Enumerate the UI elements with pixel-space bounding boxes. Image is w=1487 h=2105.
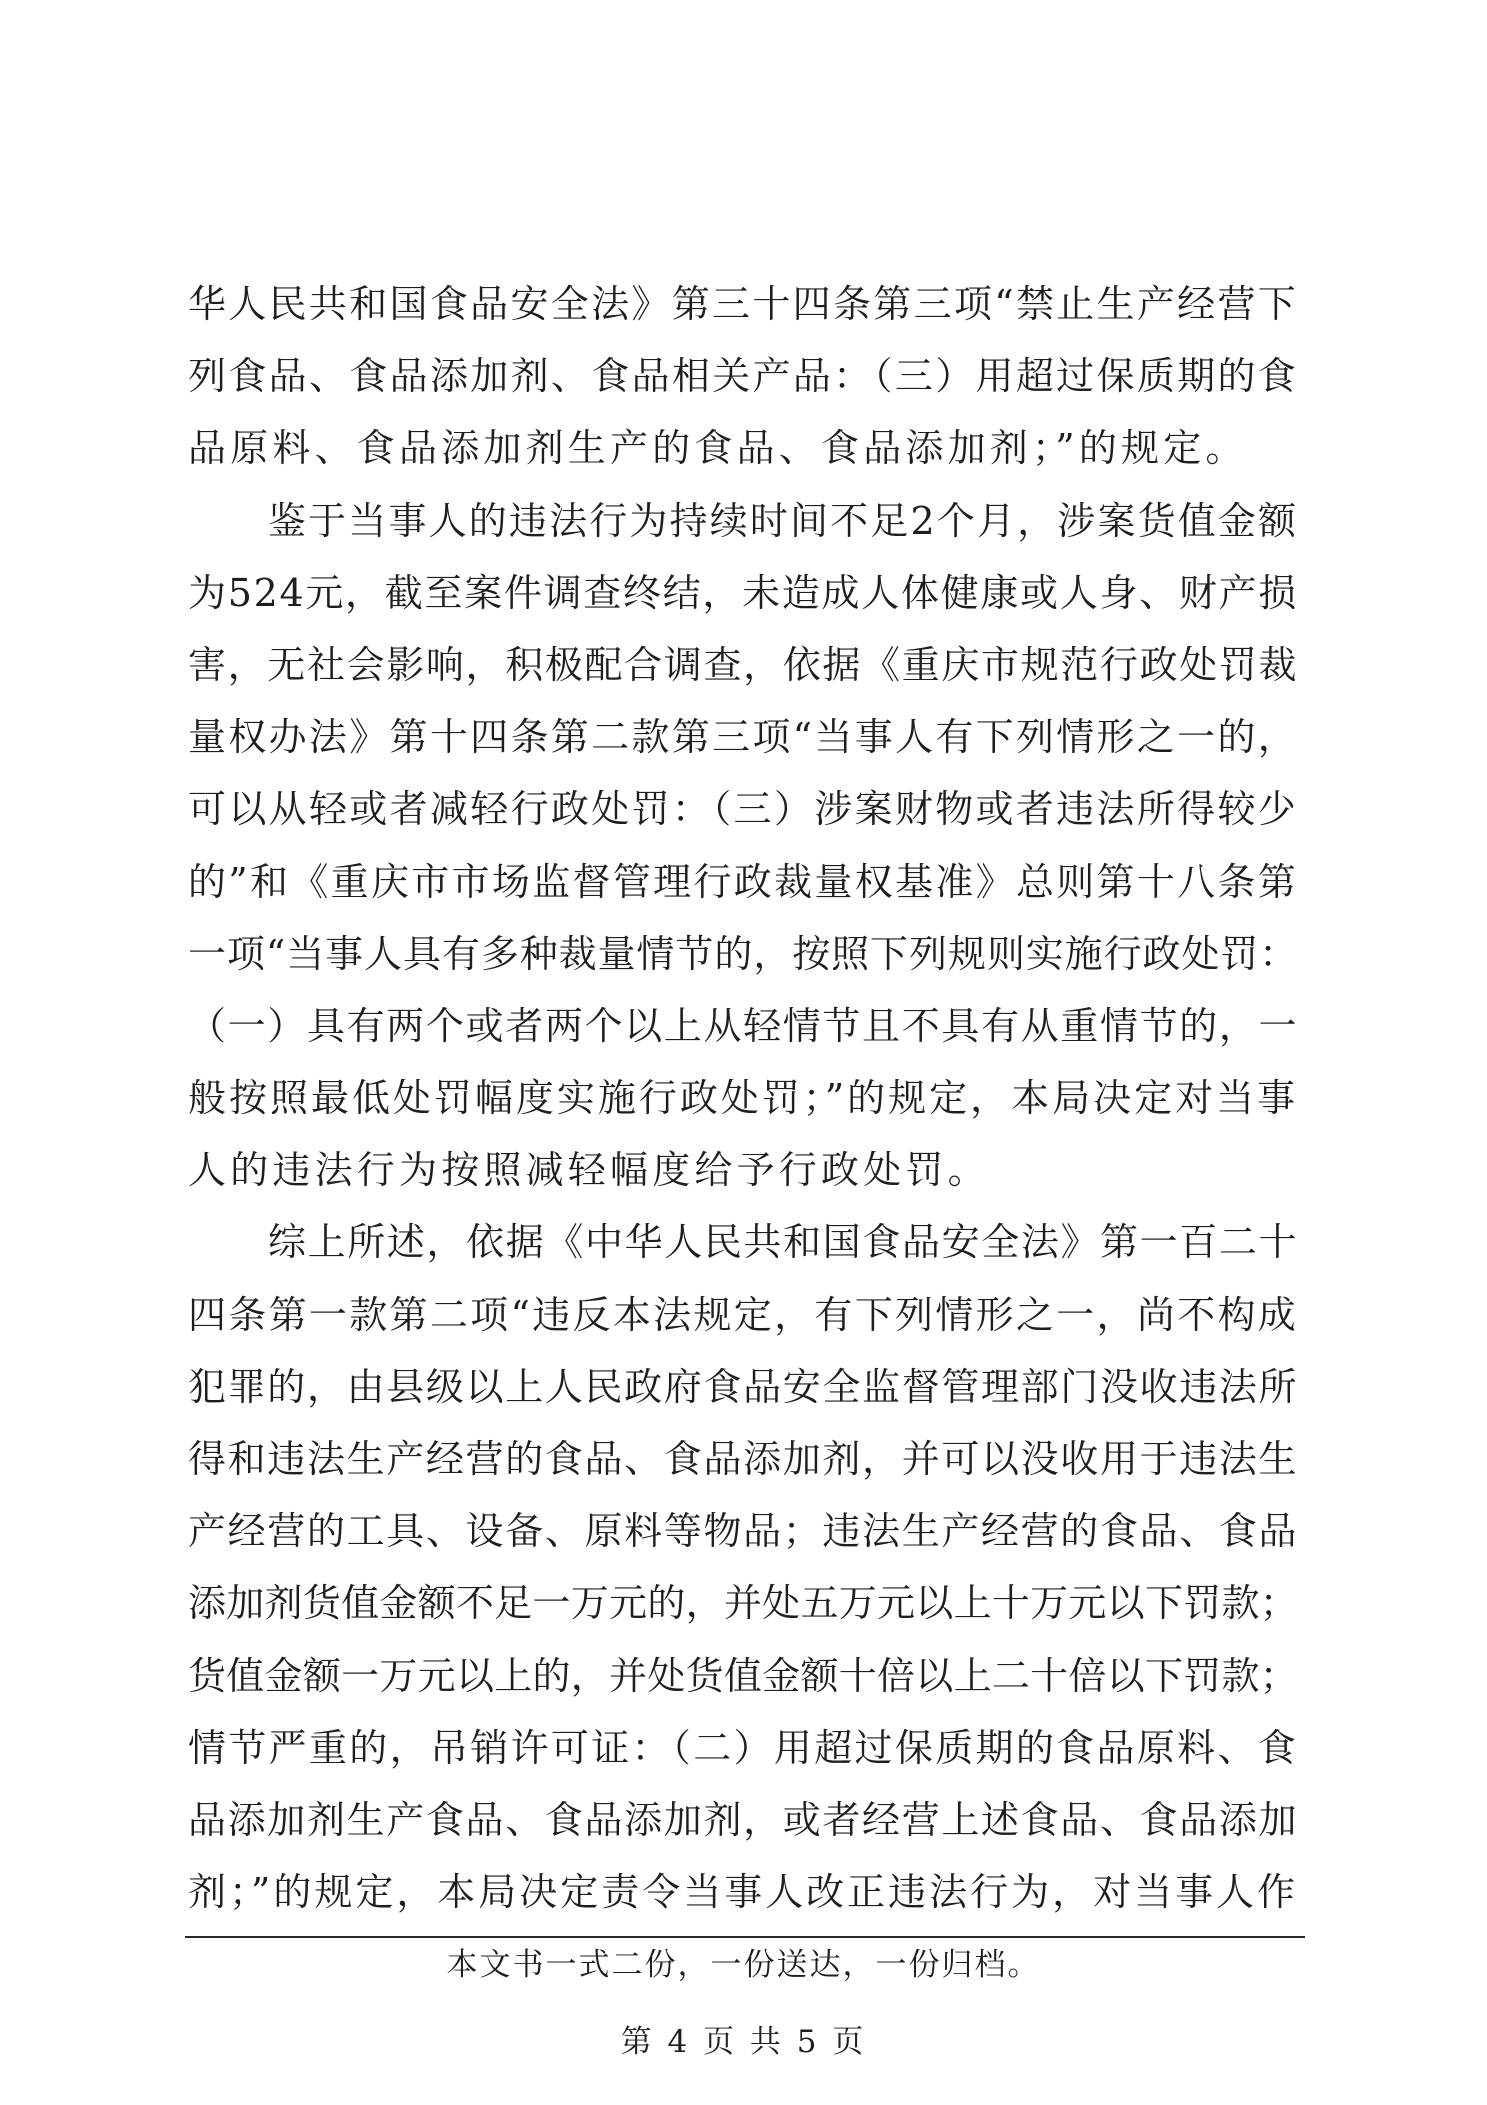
body-line: 华人民共和国食品安全法》第三十四条第三项“禁止生产经营下: [188, 282, 1298, 326]
body-line: 四条第一款第二项“违反本法规定，有下列情形之一，尚不构成: [188, 1292, 1298, 1337]
body-line: 情节严重的，吊销许可证：（二）用超过保质期的食品原料、食: [188, 1725, 1298, 1770]
footer-note: 本文书一式二份，一份送达，一份归档。: [446, 1947, 1041, 1983]
body-line: 品添加剂生产食品、食品添加剂，或者经营上述食品、食品添加: [188, 1797, 1298, 1842]
footer-divider: [185, 1936, 1305, 1938]
body-line: 可以从轻或者减轻行政处罚：（三）涉案财物或者违法所得较少: [188, 787, 1298, 832]
body-line: 般按照最低处罚幅度实施行政处罚；”的规定，本局决定对当事: [188, 1076, 1298, 1121]
body-line: 人的违法行为按照减轻幅度给予行政处罚。: [188, 1148, 990, 1193]
body-line: 产经营的工具、设备、原料等物品；违法生产经营的食品、食品: [188, 1509, 1298, 1554]
body-line: 害，无社会影响，积极配合调查，依据《重庆市规范行政处罚裁: [188, 642, 1298, 687]
body-line: 犯罪的，由县级以上人民政府食品安全监督管理部门没收违法所: [188, 1364, 1298, 1409]
body-line: 为524元，截至案件调查终结，未造成人体健康或人身、财产损: [188, 570, 1298, 615]
body-line: 货值金额一万元以上的，并处货值金额十倍以上二十倍以下罚款；: [188, 1653, 1298, 1698]
body-line: 的”和《重庆市市场监督管理行政裁量权基准》总则第十八条第: [188, 859, 1298, 904]
body-line: 量权办法》第十四条第二款第三项“当事人有下列情形之一的，: [188, 715, 1298, 760]
body-line: （一）具有两个或者两个以上从轻情节且不具有从重情节的，一: [188, 1003, 1298, 1048]
body-line: 品原料、食品添加剂生产的食品、食品添加剂；”的规定。: [188, 426, 1248, 471]
paragraph-start-line: 综上所述，依据《中华人民共和国食品安全法》第一百二十: [268, 1220, 1298, 1265]
body-line: 一项“当事人具有多种裁量情节的，按照下列规则实施行政处罚：: [188, 931, 1298, 976]
body-line: 得和违法生产经营的食品、食品添加剂，并可以没收用于违法生: [188, 1437, 1298, 1481]
body-line: 添加剂货值金额不足一万元的，并处五万元以上十万元以下罚款；: [188, 1581, 1298, 1626]
document-body: [188, 268, 1298, 1928]
body-line: 剂；”的规定，本局决定责令当事人改正违法行为，对当事人作: [188, 1870, 1298, 1915]
body-line: 列食品、食品添加剂、食品相关产品：（三）用超过保质期的食: [188, 354, 1298, 399]
page-number: 第 4 页 共 5 页: [620, 2024, 867, 2060]
paragraph-start-line: 鉴于当事人的违法行为持续时间不足2个月，涉案货值金额: [268, 498, 1298, 543]
